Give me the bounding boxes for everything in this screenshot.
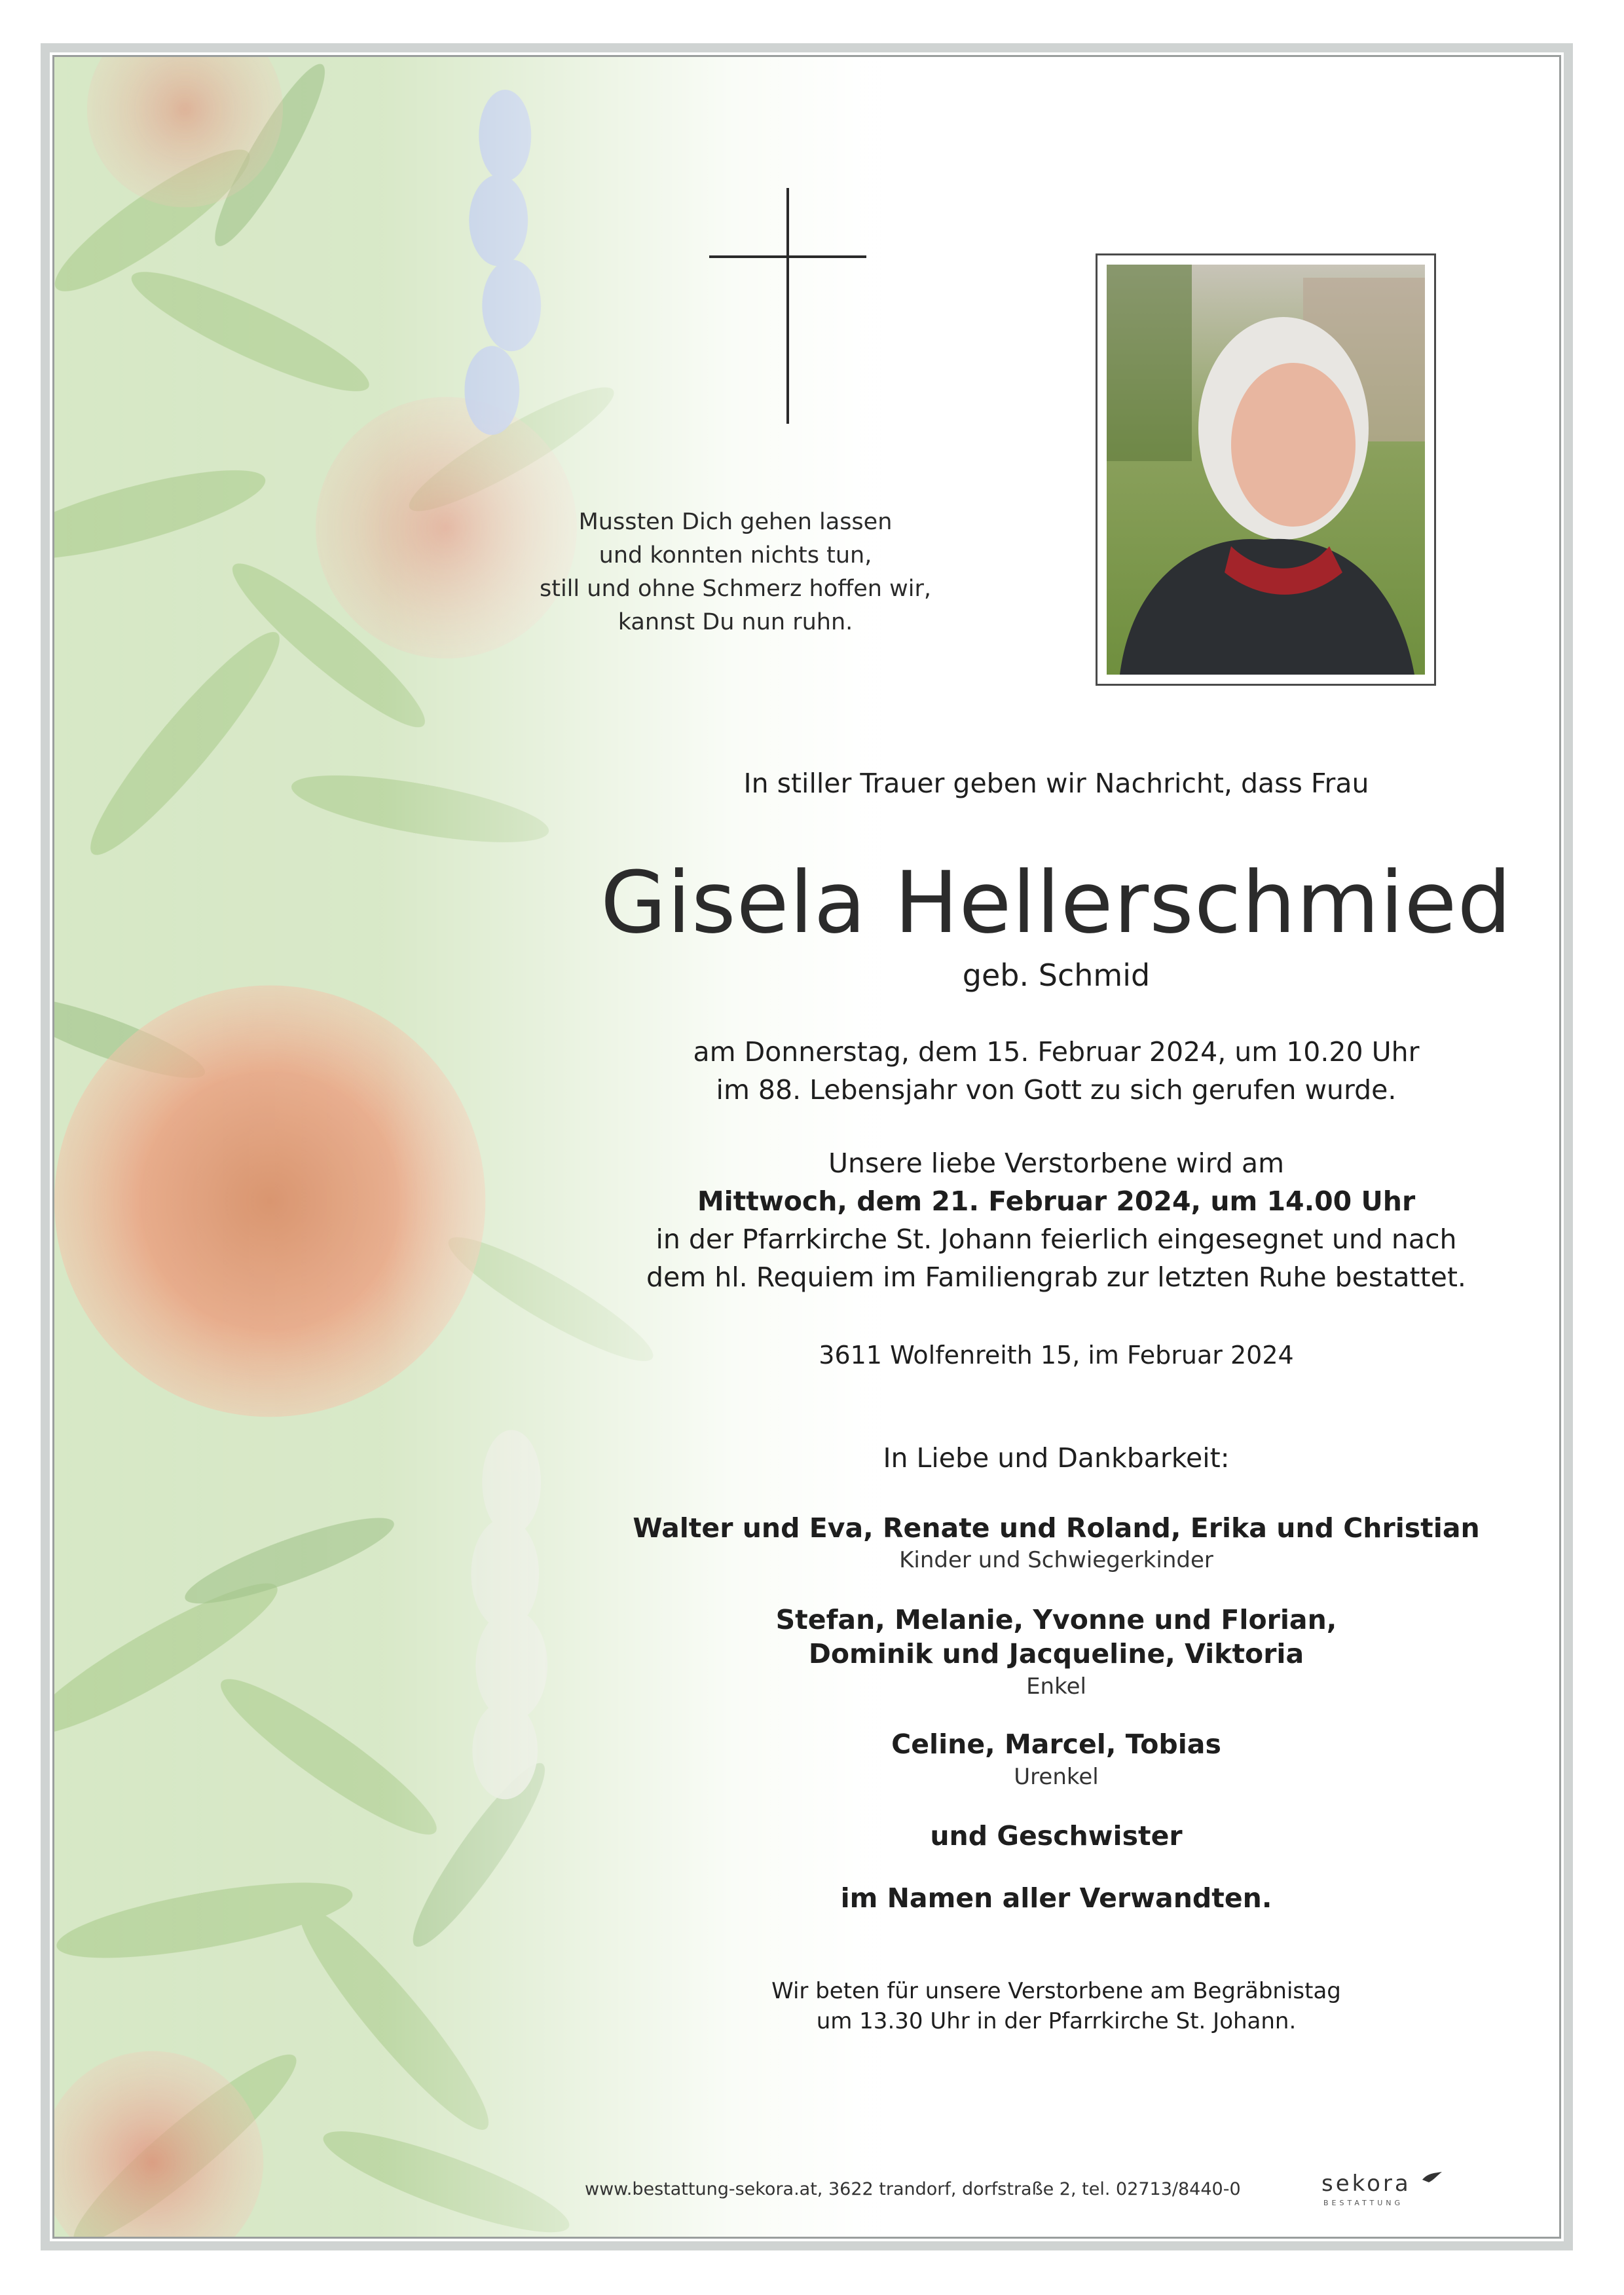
deceased-name: Gisela Hellerschmied [600, 853, 1512, 952]
mourner-relation: Kinder und Schwiegerkinder [899, 1547, 1213, 1573]
memorial-poem [473, 506, 997, 639]
poem-line: und konnten nichts tun, [599, 542, 872, 569]
funeral-info [500, 1144, 1561, 1296]
mourner-group-siblings: und Geschwister [930, 1820, 1183, 1852]
prayer-line: um 13.30 Uhr in der Pfarrkirche St. Johann. [816, 2008, 1297, 2034]
funeral-line: in der Pfarrkirche St. Johann feierlich eingesegnet und nach [655, 1223, 1457, 1255]
mourner-group-grandchildren-2: Dominik und Jacqueline, Viktoria [808, 1638, 1304, 1670]
notice-page [52, 55, 1561, 2239]
death-info [532, 1033, 1561, 1109]
maiden-name: geb. Schmid [962, 958, 1151, 993]
cross-icon [709, 188, 866, 424]
footer-contact: www.bestattung-sekora.at, 3622 trandorf, dorfstraße 2, tel. 02713/8440-0 [585, 2179, 1241, 2199]
mourner-group-relatives: im Namen aller Verwandten. [840, 1882, 1272, 1914]
funeral-line: Unsere liebe Verstorbene wird am [828, 1148, 1285, 1179]
sekora-logo [1321, 2171, 1443, 2197]
prayer-line: Wir beten für unsere Verstorbene am Begräbnistag [771, 1978, 1341, 2004]
logo-text: sekora [1321, 2171, 1411, 2197]
death-line: im 88. Lebensjahr von Gott zu sich gerufen wurde. [716, 1074, 1397, 1106]
prayer-info [565, 1976, 1547, 2036]
mourner-group-great-grandchildren: Celine, Marcel, Tobias [891, 1728, 1221, 1760]
mourner-relation: Enkel [1026, 1673, 1086, 1700]
funeral-date-bold: Mittwoch, dem 21. Februar 2024, um 14.00 Uhr [697, 1185, 1416, 1217]
death-line: am Donnerstag, dem 15. Februar 2024, um 10.20 Uhr [693, 1036, 1420, 1068]
mourner-relation: Urenkel [1014, 1764, 1099, 1790]
portrait-photo [1107, 265, 1425, 675]
funeral-line: dem hl. Requiem im Familiengrab zur letzten Ruhe bestattet. [646, 1261, 1466, 1293]
poem-line: still und ohne Schmerz hoffen wir, [540, 576, 931, 602]
mourner-group-grandchildren: Stefan, Melanie, Yvonne und Florian, [775, 1604, 1337, 1635]
intro-text: In stiller Trauer geben wir Nachricht, dass Frau [743, 768, 1369, 799]
portrait-frame [1096, 253, 1436, 686]
poem-line: kannst Du nun ruhn. [618, 609, 853, 635]
mourner-group-children: Walter und Eva, Renate und Roland, Erika und Christian [633, 1512, 1480, 1544]
funeral-date [500, 1182, 1561, 1220]
place-date: 3611 Wolfenreith 15, im Februar 2024 [819, 1341, 1294, 1370]
bird-icon [1421, 2171, 1443, 2185]
poem-line: Mussten Dich gehen lassen [578, 509, 893, 535]
thanks-heading: In Liebe und Dankbarkeit: [883, 1442, 1230, 1474]
logo-subtitle: BESTATTUNG [1323, 2199, 1404, 2207]
